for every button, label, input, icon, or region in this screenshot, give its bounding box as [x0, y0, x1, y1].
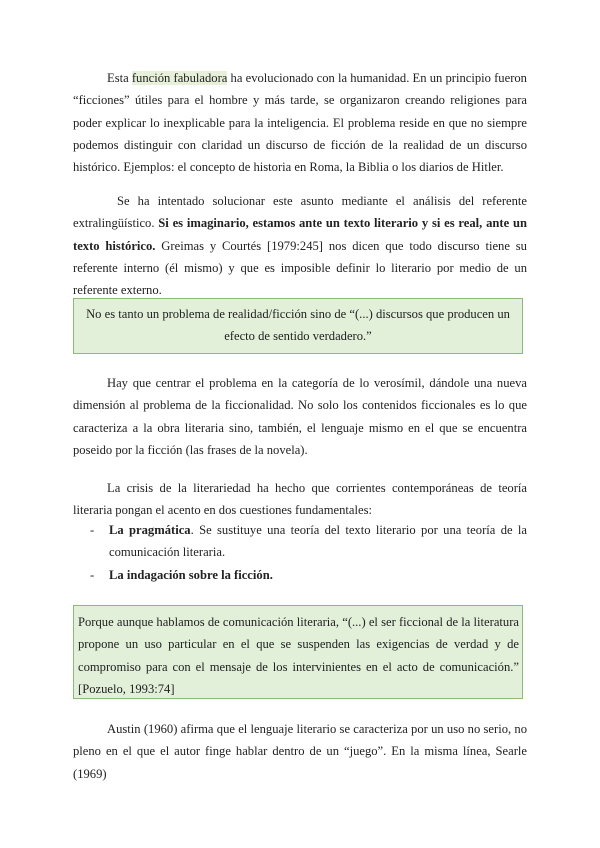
bullet-bold-term: La pragmática: [109, 523, 191, 537]
paragraph-funcion-fabuladora: [73, 67, 527, 178]
bullet-text: . Se sustituye una teoría del texto literario por una teoría de la comunicación literaria.: [109, 523, 527, 560]
paragraph-text: ha evolucionado con la humanidad. En un principio fueron “ficciones” útiles para el hombre y más tarde, se organizaron creando religiones para poder explicar lo inexplicable para la inteligencia. El problema reside en que no siempre podemos distinguir con claridad un discurso de ficción de la realidad de un discurso histórico. Ejemplos: el concepto de historia en Roma, la Biblia o los diarios de Hitler.: [73, 71, 527, 175]
paragraph-verosimil: [73, 372, 527, 461]
bullet-list: [73, 519, 527, 586]
paragraph-referente: [73, 190, 527, 301]
bold-statement: Si es imaginario, estamos ante un texto literario y si es real, ante un texto histórico.: [73, 216, 527, 253]
bullet-marker: -: [90, 567, 95, 582]
paragraph-austin: [73, 718, 527, 785]
bullet-bold-term: La indagación sobre la ficción.: [109, 567, 273, 582]
paragraph-literariedad: [73, 477, 527, 522]
paragraph-text: Greimas y Courtés [1979:245] nos dicen que todo discurso tiene su referente interno (él mismo) y que es imposible definir lo literario por medio de un referente externo.: [73, 238, 527, 298]
highlighted-term: función fabuladora: [131, 71, 228, 85]
quote-text: No es tanto un problema de realidad/ficción sino de “(...) discursos que producen un efecto de sentido verdadero.”: [86, 307, 510, 344]
quote-box-pozuelo: [73, 605, 523, 699]
paragraph-text: Se ha intentado solucionar este asunto mediante el análisis del referente extralingüístico.: [73, 194, 527, 231]
paragraph-text: Austin (1960) afirma que el lenguaje literario se caracteriza por un uso no serio, no pleno en el que el autor finge hablar dentro de un “juego”. En la misma línea, Searle (1969): [73, 722, 527, 781]
paragraph-text: Hay que centrar el problema en la categoría de lo verosímil, dándole una nueva dimensión al problema de la ficcionalidad. No solo los contenidos ficcionales es lo que caracteriza a la obra literaria sino, también, el lenguaje mismo en el que se encuentra poseido por la ficción (las frases de la novela).: [73, 376, 527, 457]
paragraph-text: La crisis de la literariedad ha hecho que corrientes contemporáneas de teoría literaria pongan el acento en dos cuestiones fundamentales:: [73, 481, 527, 518]
quote-text: Porque aunque hablamos de comunicación literaria, “(...) el ser ficcional de la literatura propone un uso particular en el que se suspenden las exigencias de verdad y de compromiso para con el mensaje de los intervinientes en el acto de comunicación.” [Pozuelo, 1993:74]: [78, 615, 519, 696]
quote-box-realidad-ficcion: [73, 298, 523, 354]
paragraph-text: Esta: [107, 71, 132, 85]
list-item: [73, 519, 527, 564]
list-item: [73, 564, 527, 586]
bullet-marker: -: [90, 523, 95, 537]
